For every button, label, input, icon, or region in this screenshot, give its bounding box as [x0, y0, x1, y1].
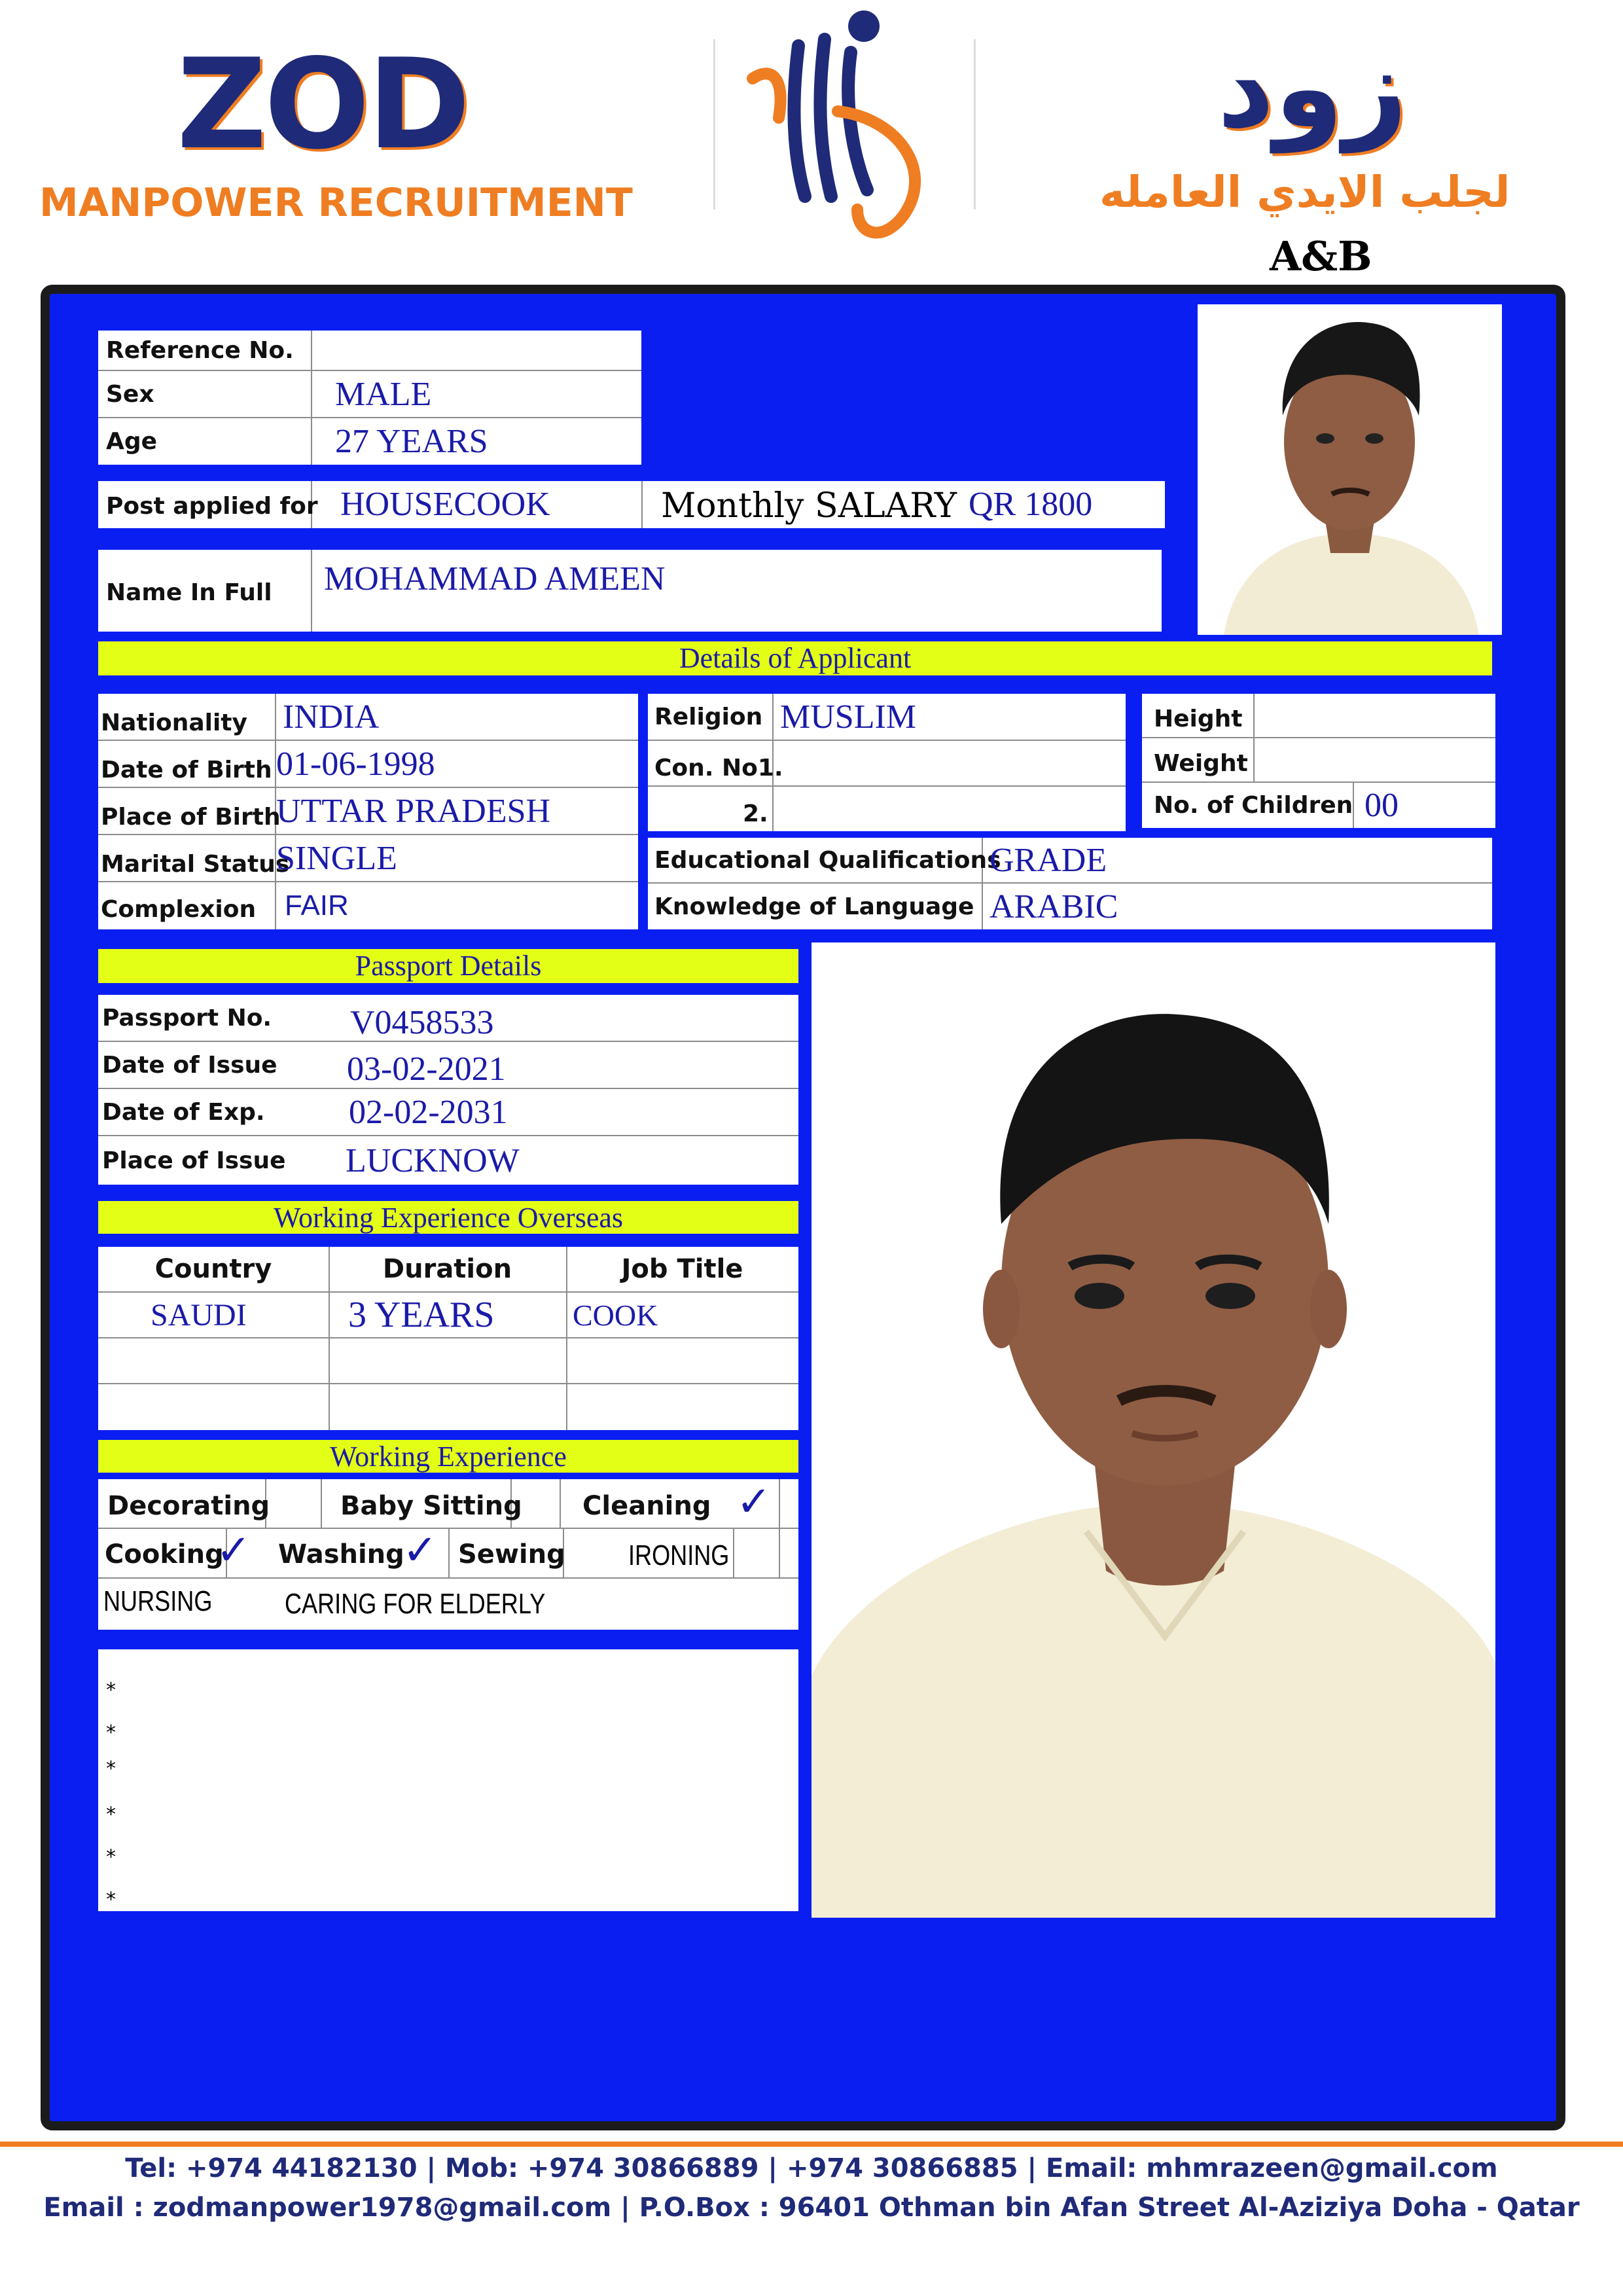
dob-value: 01-06-1998 — [276, 745, 435, 783]
overseas-row — [98, 1384, 798, 1430]
age-label: Age — [106, 428, 158, 455]
passport-issue-label: Date of Issue — [102, 1051, 277, 1079]
overseas-table — [98, 1247, 798, 1430]
passport-place-value: LUCKNOW — [346, 1141, 520, 1179]
overseas-country: SAUDI — [151, 1297, 247, 1333]
passport-place-label: Place of Issue — [102, 1147, 286, 1174]
con1-label: Con. No1. — [654, 754, 783, 781]
children-value: 00 — [1364, 787, 1399, 824]
name-value: MOHAMMAD AMEEN — [324, 560, 666, 598]
washing-check-icon: ✓ — [402, 1526, 438, 1575]
cooking-check-icon: ✓ — [216, 1526, 251, 1575]
age-value: 27 YEARS — [335, 423, 488, 460]
sex-label: Sex — [106, 380, 154, 408]
height-label: Height — [1154, 705, 1243, 732]
footer-divider — [0, 2142, 1623, 2147]
nationality-value: INDIA — [283, 698, 380, 736]
passport-band: Passport Details — [98, 949, 798, 983]
header-divider — [713, 39, 715, 209]
passport-issue-value: 03-02-2021 — [347, 1050, 506, 1088]
overseas-job: COOK — [573, 1298, 658, 1332]
note-bullet: * — [106, 1721, 116, 1744]
passport-expiry-label: Date of Exp. — [102, 1098, 265, 1126]
decorating-label: Decorating — [107, 1491, 270, 1521]
overseas-duration: 3 YEARS — [348, 1295, 495, 1335]
ironing-label: IRONING — [628, 1539, 730, 1571]
weight-label: Weight — [1154, 749, 1248, 777]
caring-label: CARING FOR ELDERLY — [285, 1588, 546, 1620]
portrait-large-icon — [812, 942, 1495, 1918]
salary-value: QR 1800 — [969, 486, 1093, 523]
overseas-band: Working Experience Overseas — [98, 1201, 798, 1234]
details-band: Details of Applicant — [98, 641, 1492, 675]
nationality-label: Nationality — [101, 709, 247, 736]
applicant-photo-small — [1198, 304, 1502, 635]
footer-contact-line-1: Tel: +974 44182130 | Mob: +974 30866889 | +974 30866885 | Email: mhmrazeen@gmail.com — [125, 2153, 1498, 2183]
header-divider — [974, 39, 976, 209]
marital-label: Marital Status — [101, 850, 290, 878]
experience-band: Working Experience — [98, 1440, 798, 1473]
reference-label: Reference No. — [106, 336, 294, 364]
language-label: Knowledge of Language — [654, 893, 974, 920]
language-value: ARABIC — [990, 888, 1118, 925]
education-value: GRADE — [990, 841, 1107, 879]
pob-value: UTTAR PRADESH — [276, 792, 551, 830]
cleaning-label: Cleaning — [582, 1491, 711, 1521]
overseas-header-job: Job Title — [621, 1254, 743, 1284]
salary-label: Monthly SALARY — [661, 486, 957, 526]
note-bullet: * — [106, 1757, 116, 1780]
marital-value: SINGLE — [276, 839, 397, 877]
name-label: Name In Full — [106, 579, 272, 606]
sex-value: MALE — [335, 375, 432, 413]
pob-label: Place of Birth — [101, 803, 281, 831]
passport-number-value: V0458533 — [350, 1003, 494, 1041]
baby-sitting-label: Baby Sitting — [340, 1491, 522, 1521]
applicant-left-table — [98, 694, 638, 929]
overseas-header-row — [98, 1247, 798, 1293]
passport-expiry-value: 02-02-2031 — [349, 1093, 508, 1131]
post-label: Post applied for — [106, 493, 318, 520]
overseas-header-duration: Duration — [382, 1254, 512, 1284]
note-bullet: * — [106, 1888, 116, 1911]
applicant-mid-table — [648, 694, 1126, 831]
experience-table — [98, 1479, 798, 1630]
children-label: No. of Children — [1154, 792, 1353, 819]
overseas-row — [98, 1338, 798, 1384]
con2-label: 2. — [743, 800, 768, 827]
arabic-brand: زود — [1217, 24, 1408, 153]
portrait-small-icon — [1198, 304, 1502, 635]
education-label: Educational Qualifications — [654, 846, 1001, 874]
washing-label: Washing — [278, 1539, 404, 1570]
applicant-photo-large — [812, 942, 1495, 1918]
top-info-table — [98, 331, 641, 465]
arabic-tagline: لجلب الايدي العامله — [1099, 167, 1510, 217]
company-logo-icon — [726, 7, 962, 249]
religion-label: Religion — [654, 703, 763, 730]
note-bullet: * — [106, 1679, 116, 1702]
cooking-label: Cooking — [105, 1539, 224, 1570]
brand-logo-text: ZOD — [177, 32, 469, 177]
applicant-right-table — [1142, 694, 1495, 828]
education-table — [648, 838, 1492, 929]
post-value: HOUSECOOK — [340, 486, 550, 523]
post-applied-row — [98, 481, 1165, 528]
name-row — [98, 550, 1162, 632]
note-bullet: * — [106, 1846, 116, 1869]
overseas-header-country: Country — [154, 1254, 272, 1284]
complexion-value: FAIR — [285, 889, 349, 922]
brand-tagline: MANPOWER RECRUITMENT — [39, 180, 633, 226]
sewing-label: Sewing — [458, 1539, 565, 1570]
notes-box — [98, 1649, 798, 1911]
complexion-label: Complexion — [101, 895, 257, 923]
cleaning-check-icon: ✓ — [736, 1478, 772, 1526]
dob-label: Date of Birth — [101, 756, 272, 783]
note-bullet: * — [106, 1803, 116, 1826]
passport-table — [98, 995, 798, 1185]
passport-number-label: Passport No. — [102, 1004, 272, 1031]
nursing-label: NURSING — [103, 1585, 213, 1617]
overseas-row — [98, 1293, 798, 1338]
sub-brand: A&B — [1270, 232, 1372, 280]
footer-contact-line-2: Email : zodmanpower1978@gmail.com | P.O.Box : 96401 Othman bin Afan Street Al-Aziziya Doha - Qatar — [43, 2193, 1580, 2223]
religion-value: MUSLIM — [780, 698, 917, 736]
